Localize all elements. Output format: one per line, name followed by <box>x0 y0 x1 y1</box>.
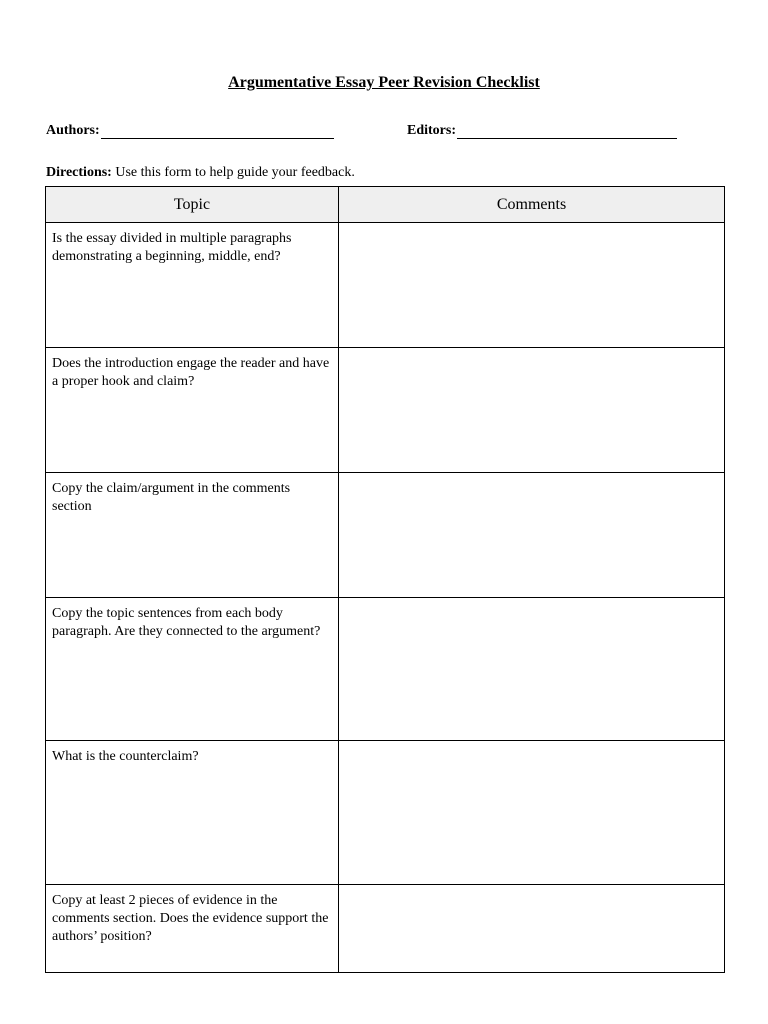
editors-field <box>407 123 677 139</box>
topic-cell: Is the essay divided in multiple paragraphs demonstrating a beginning, middle, end? <box>46 223 339 348</box>
table-row <box>46 885 725 973</box>
authors-field <box>46 123 334 139</box>
table-row <box>46 223 725 348</box>
table-row <box>46 741 725 885</box>
checklist-table <box>45 186 725 973</box>
comment-cell[interactable] <box>339 741 725 885</box>
table-row <box>46 473 725 598</box>
table-row <box>46 598 725 741</box>
table-row <box>46 348 725 473</box>
editors-blank-line[interactable] <box>457 124 677 139</box>
comment-cell[interactable] <box>339 885 725 973</box>
comment-cell[interactable] <box>339 598 725 741</box>
directions-text: Use this form to help guide your feedback. <box>111 165 355 180</box>
comment-cell[interactable] <box>339 223 725 348</box>
directions <box>46 165 355 181</box>
comment-cell[interactable] <box>339 473 725 598</box>
topic-cell: What is the counterclaim? <box>46 741 339 885</box>
comment-cell[interactable] <box>339 348 725 473</box>
document-title: Argumentative Essay Peer Revision Checklist <box>228 74 540 91</box>
authors-blank-line[interactable] <box>101 124 334 139</box>
topic-cell: Does the introduction engage the reader and have a proper hook and claim? <box>46 348 339 473</box>
topic-cell: Copy the topic sentences from each body paragraph. Are they connected to the argument? <box>46 598 339 741</box>
directions-label: Directions: <box>46 165 112 180</box>
editors-label: Editors: <box>407 123 456 138</box>
topic-cell: Copy at least 2 pieces of evidence in the comments section. Does the evidence support the authors’ position? <box>46 885 339 973</box>
table-header-row <box>46 187 725 223</box>
authors-label: Authors: <box>46 123 100 138</box>
header-topic: Topic <box>46 187 339 223</box>
topic-cell: Copy the claim/argument in the comments section <box>46 473 339 598</box>
header-comments: Comments <box>339 187 725 223</box>
